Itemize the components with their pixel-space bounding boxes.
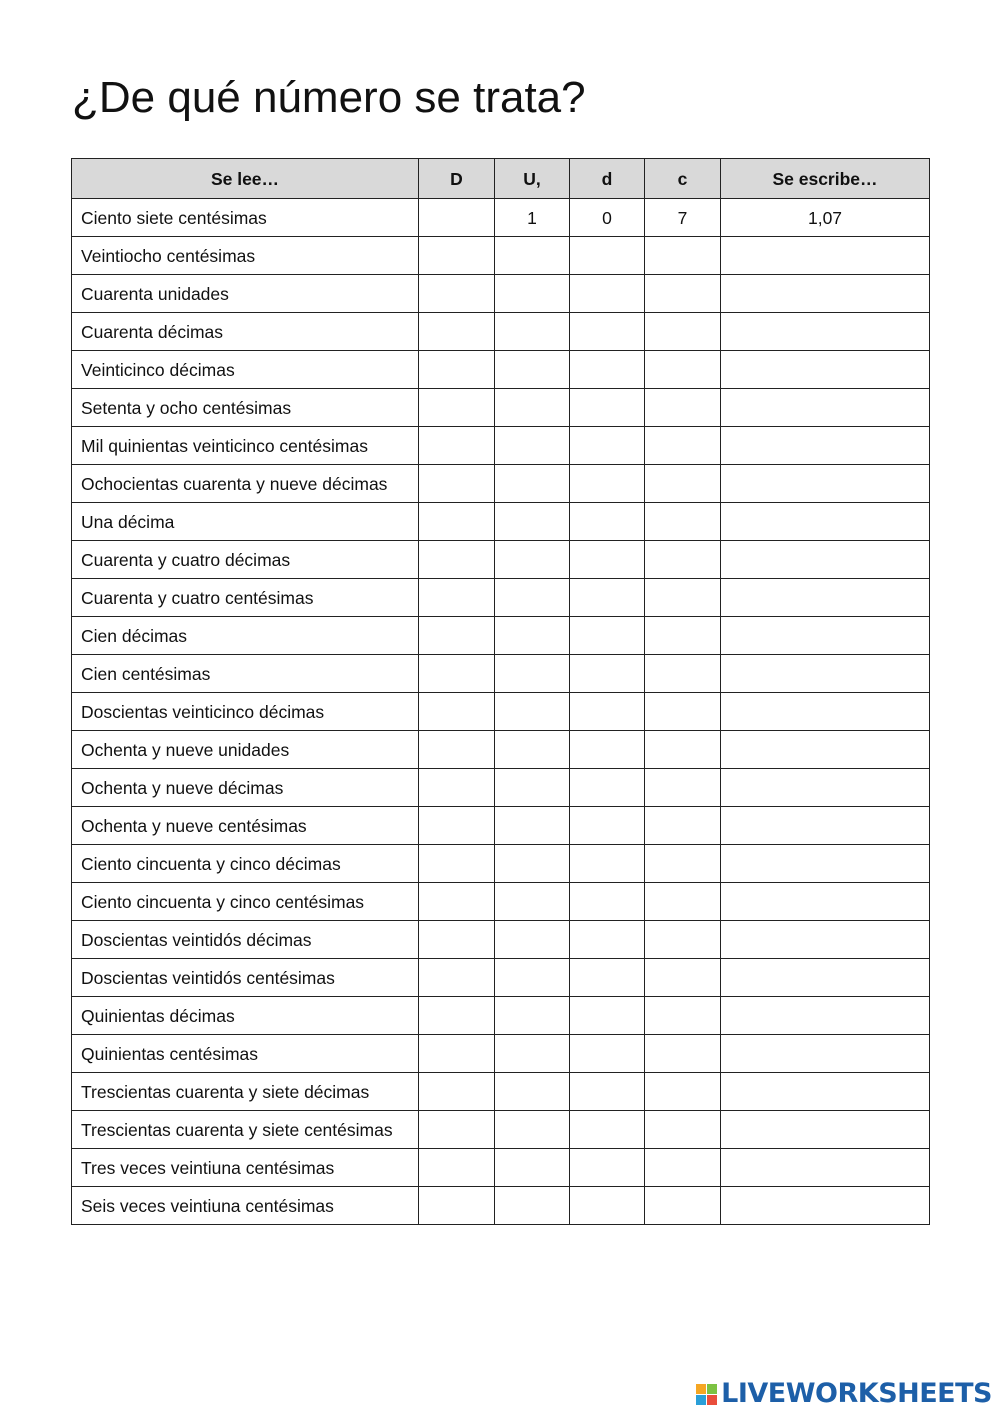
cell-se-escribe[interactable] bbox=[721, 807, 930, 845]
cell-unidades[interactable] bbox=[495, 1073, 570, 1111]
cell-decimas[interactable] bbox=[570, 845, 645, 883]
cell-decimas[interactable] bbox=[570, 807, 645, 845]
cell-se-lee: Cien décimas bbox=[72, 617, 419, 655]
cell-centesimas[interactable] bbox=[645, 845, 721, 883]
table-body bbox=[72, 199, 930, 1225]
cell-decenas[interactable] bbox=[419, 351, 495, 389]
cell-decenas[interactable] bbox=[419, 275, 495, 313]
cell-unidades[interactable] bbox=[495, 769, 570, 807]
cell-centesimas[interactable] bbox=[645, 351, 721, 389]
cell-se-lee: Cuarenta décimas bbox=[72, 313, 419, 351]
cell-unidades[interactable] bbox=[495, 655, 570, 693]
cell-se-lee: Veintiocho centésimas bbox=[72, 237, 419, 275]
cell-decimas[interactable] bbox=[570, 313, 645, 351]
cell-centesimas[interactable] bbox=[645, 1149, 721, 1187]
table-row bbox=[72, 1111, 930, 1149]
cell-decenas[interactable] bbox=[419, 389, 495, 427]
table-row bbox=[72, 693, 930, 731]
cell-decenas[interactable] bbox=[419, 997, 495, 1035]
cell-se-escribe[interactable] bbox=[721, 1073, 930, 1111]
cell-decimas[interactable] bbox=[570, 275, 645, 313]
cell-centesimas[interactable] bbox=[645, 427, 721, 465]
cell-centesimas[interactable] bbox=[645, 1035, 721, 1073]
table-row bbox=[72, 655, 930, 693]
cell-se-escribe[interactable] bbox=[721, 351, 930, 389]
cell-unidades[interactable] bbox=[495, 693, 570, 731]
logo-square-1 bbox=[696, 1384, 706, 1394]
cell-unidades[interactable] bbox=[495, 579, 570, 617]
cell-se-escribe[interactable] bbox=[721, 1187, 930, 1225]
table-row bbox=[72, 351, 930, 389]
table-row bbox=[72, 275, 930, 313]
cell-se-lee: Ochocientas cuarenta y nueve décimas bbox=[72, 465, 419, 503]
cell-se-lee: Doscientas veinticinco décimas bbox=[72, 693, 419, 731]
cell-se-lee: Trescientas cuarenta y siete centésimas bbox=[72, 1111, 419, 1149]
table-row bbox=[72, 427, 930, 465]
cell-unidades[interactable] bbox=[495, 883, 570, 921]
cell-se-lee: Mil quinientas veinticinco centésimas bbox=[72, 427, 419, 465]
cell-se-escribe[interactable] bbox=[721, 617, 930, 655]
table-row bbox=[72, 921, 930, 959]
cell-se-lee: Ciento siete centésimas bbox=[72, 199, 419, 237]
cell-decenas[interactable] bbox=[419, 313, 495, 351]
cell-se-lee: Cien centésimas bbox=[72, 655, 419, 693]
cell-unidades[interactable] bbox=[495, 503, 570, 541]
cell-unidades[interactable] bbox=[495, 845, 570, 883]
cell-se-escribe[interactable] bbox=[721, 883, 930, 921]
cell-se-lee: Quinientas décimas bbox=[72, 997, 419, 1035]
cell-decenas[interactable] bbox=[419, 617, 495, 655]
cell-unidades[interactable] bbox=[495, 1149, 570, 1187]
cell-se-escribe[interactable] bbox=[721, 237, 930, 275]
cell-se-escribe[interactable] bbox=[721, 921, 930, 959]
table-row bbox=[72, 997, 930, 1035]
cell-decimas[interactable] bbox=[570, 655, 645, 693]
cell-se-escribe[interactable]: 1,07 bbox=[721, 199, 930, 237]
cell-decimas[interactable] bbox=[570, 1111, 645, 1149]
cell-se-escribe[interactable] bbox=[721, 389, 930, 427]
cell-decenas[interactable] bbox=[419, 199, 495, 237]
cell-se-escribe[interactable] bbox=[721, 997, 930, 1035]
cell-decimas[interactable] bbox=[570, 997, 645, 1035]
cell-decimas[interactable] bbox=[570, 883, 645, 921]
cell-se-lee: Ochenta y nueve décimas bbox=[72, 769, 419, 807]
cell-decenas[interactable] bbox=[419, 693, 495, 731]
cell-unidades[interactable] bbox=[495, 1035, 570, 1073]
table-row bbox=[72, 731, 930, 769]
cell-decimas[interactable] bbox=[570, 579, 645, 617]
page-title: ¿De qué número se trata? bbox=[72, 73, 586, 122]
cell-se-escribe[interactable] bbox=[721, 769, 930, 807]
header-se-escribe: Se escribe… bbox=[721, 159, 930, 199]
cell-centesimas[interactable] bbox=[645, 1073, 721, 1111]
cell-centesimas[interactable] bbox=[645, 693, 721, 731]
cell-decimas[interactable] bbox=[570, 693, 645, 731]
cell-unidades[interactable] bbox=[495, 731, 570, 769]
table-row bbox=[72, 503, 930, 541]
cell-se-escribe[interactable] bbox=[721, 313, 930, 351]
cell-decimas[interactable] bbox=[570, 465, 645, 503]
cell-unidades[interactable] bbox=[495, 1187, 570, 1225]
cell-se-escribe[interactable] bbox=[721, 655, 930, 693]
cell-centesimas[interactable] bbox=[645, 617, 721, 655]
table-row bbox=[72, 1187, 930, 1225]
cell-centesimas[interactable] bbox=[645, 997, 721, 1035]
table-row bbox=[72, 1035, 930, 1073]
cell-decenas[interactable] bbox=[419, 921, 495, 959]
cell-centesimas[interactable] bbox=[645, 921, 721, 959]
cell-se-lee: Quinientas centésimas bbox=[72, 1035, 419, 1073]
cell-centesimas[interactable] bbox=[645, 769, 721, 807]
cell-decimas[interactable] bbox=[570, 617, 645, 655]
table-row bbox=[72, 807, 930, 845]
cell-centesimas[interactable] bbox=[645, 313, 721, 351]
cell-se-escribe[interactable] bbox=[721, 731, 930, 769]
cell-decenas[interactable] bbox=[419, 731, 495, 769]
cell-se-lee: Ochenta y nueve unidades bbox=[72, 731, 419, 769]
cell-decimas[interactable] bbox=[570, 731, 645, 769]
cell-decimas[interactable] bbox=[570, 921, 645, 959]
cell-unidades[interactable] bbox=[495, 997, 570, 1035]
header-decenas: D bbox=[419, 159, 495, 199]
cell-se-lee: Cuarenta y cuatro centésimas bbox=[72, 579, 419, 617]
cell-decenas[interactable] bbox=[419, 883, 495, 921]
cell-centesimas[interactable] bbox=[645, 807, 721, 845]
cell-se-escribe[interactable] bbox=[721, 959, 930, 997]
cell-centesimas[interactable] bbox=[645, 541, 721, 579]
cell-se-lee: Veinticinco décimas bbox=[72, 351, 419, 389]
cell-decenas[interactable] bbox=[419, 1035, 495, 1073]
cell-se-lee: Setenta y ocho centésimas bbox=[72, 389, 419, 427]
logo-square-2 bbox=[707, 1384, 717, 1394]
cell-decenas[interactable] bbox=[419, 465, 495, 503]
cell-decimas[interactable] bbox=[570, 237, 645, 275]
table-row bbox=[72, 1149, 930, 1187]
cell-se-lee: Cuarenta y cuatro décimas bbox=[72, 541, 419, 579]
liveworksheets-brand bbox=[696, 1378, 992, 1409]
cell-unidades[interactable]: 1 bbox=[495, 199, 570, 237]
cell-decenas[interactable] bbox=[419, 503, 495, 541]
cell-unidades[interactable] bbox=[495, 1111, 570, 1149]
cell-se-lee: Ciento cincuenta y cinco décimas bbox=[72, 845, 419, 883]
table-header-row bbox=[72, 159, 930, 199]
cell-se-escribe[interactable] bbox=[721, 693, 930, 731]
cell-centesimas[interactable] bbox=[645, 655, 721, 693]
header-se-lee: Se lee… bbox=[72, 159, 419, 199]
cell-decimas[interactable] bbox=[570, 1073, 645, 1111]
cell-decenas[interactable] bbox=[419, 1111, 495, 1149]
cell-centesimas[interactable] bbox=[645, 237, 721, 275]
cell-decenas[interactable] bbox=[419, 427, 495, 465]
cell-centesimas[interactable] bbox=[645, 883, 721, 921]
worksheet-table bbox=[71, 158, 930, 1225]
logo-square-4 bbox=[707, 1395, 717, 1405]
cell-se-lee: Doscientas veintidós centésimas bbox=[72, 959, 419, 997]
cell-se-lee: Ciento cincuenta y cinco centésimas bbox=[72, 883, 419, 921]
cell-decimas[interactable] bbox=[570, 769, 645, 807]
cell-se-escribe[interactable] bbox=[721, 503, 930, 541]
cell-se-lee: Trescientas cuarenta y siete décimas bbox=[72, 1073, 419, 1111]
cell-se-lee: Ochenta y nueve centésimas bbox=[72, 807, 419, 845]
cell-se-escribe[interactable] bbox=[721, 541, 930, 579]
table-row bbox=[72, 959, 930, 997]
cell-unidades[interactable] bbox=[495, 427, 570, 465]
cell-se-escribe[interactable] bbox=[721, 427, 930, 465]
cell-centesimas[interactable] bbox=[645, 465, 721, 503]
table-row bbox=[72, 617, 930, 655]
cell-se-escribe[interactable] bbox=[721, 1149, 930, 1187]
cell-unidades[interactable] bbox=[495, 617, 570, 655]
cell-decimas[interactable] bbox=[570, 1035, 645, 1073]
cell-unidades[interactable] bbox=[495, 389, 570, 427]
cell-centesimas[interactable] bbox=[645, 579, 721, 617]
cell-centesimas[interactable] bbox=[645, 1111, 721, 1149]
cell-centesimas[interactable] bbox=[645, 389, 721, 427]
cell-decimas[interactable] bbox=[570, 427, 645, 465]
table-row bbox=[72, 237, 930, 275]
cell-unidades[interactable] bbox=[495, 921, 570, 959]
table-row bbox=[72, 541, 930, 579]
header-centesimas: c bbox=[645, 159, 721, 199]
cell-decimas[interactable] bbox=[570, 389, 645, 427]
cell-decimas[interactable] bbox=[570, 1187, 645, 1225]
cell-se-lee: Una décima bbox=[72, 503, 419, 541]
cell-centesimas[interactable]: 7 bbox=[645, 199, 721, 237]
cell-decenas[interactable] bbox=[419, 807, 495, 845]
cell-centesimas[interactable] bbox=[645, 275, 721, 313]
table-row bbox=[72, 199, 930, 237]
table-row bbox=[72, 1073, 930, 1111]
table-row bbox=[72, 389, 930, 427]
cell-decimas[interactable] bbox=[570, 1149, 645, 1187]
cell-se-escribe[interactable] bbox=[721, 275, 930, 313]
cell-centesimas[interactable] bbox=[645, 503, 721, 541]
cell-decenas[interactable] bbox=[419, 237, 495, 275]
cell-unidades[interactable] bbox=[495, 465, 570, 503]
cell-decenas[interactable] bbox=[419, 1149, 495, 1187]
liveworksheets-logo-icon bbox=[696, 1384, 717, 1405]
cell-centesimas[interactable] bbox=[645, 1187, 721, 1225]
header-unidades: U, bbox=[495, 159, 570, 199]
cell-se-escribe[interactable] bbox=[721, 465, 930, 503]
table-row bbox=[72, 313, 930, 351]
cell-centesimas[interactable] bbox=[645, 959, 721, 997]
cell-unidades[interactable] bbox=[495, 313, 570, 351]
cell-decimas[interactable] bbox=[570, 351, 645, 389]
cell-unidades[interactable] bbox=[495, 275, 570, 313]
cell-se-escribe[interactable] bbox=[721, 845, 930, 883]
table-row bbox=[72, 883, 930, 921]
cell-se-lee: Tres veces veintiuna centésimas bbox=[72, 1149, 419, 1187]
cell-unidades[interactable] bbox=[495, 807, 570, 845]
table-row bbox=[72, 579, 930, 617]
table-row bbox=[72, 845, 930, 883]
table-row bbox=[72, 465, 930, 503]
cell-se-escribe[interactable] bbox=[721, 1111, 930, 1149]
cell-decenas[interactable] bbox=[419, 655, 495, 693]
brand-text: LIVEWORKSHEETS bbox=[721, 1378, 992, 1409]
cell-decenas[interactable] bbox=[419, 1187, 495, 1225]
cell-se-lee: Seis veces veintiuna centésimas bbox=[72, 1187, 419, 1225]
cell-centesimas[interactable] bbox=[645, 731, 721, 769]
cell-se-lee: Cuarenta unidades bbox=[72, 275, 419, 313]
cell-se-escribe[interactable] bbox=[721, 1035, 930, 1073]
cell-decenas[interactable] bbox=[419, 959, 495, 997]
cell-decenas[interactable] bbox=[419, 579, 495, 617]
cell-se-escribe[interactable] bbox=[721, 579, 930, 617]
logo-square-3 bbox=[696, 1395, 706, 1405]
cell-decimas[interactable] bbox=[570, 959, 645, 997]
table-row bbox=[72, 769, 930, 807]
cell-unidades[interactable] bbox=[495, 541, 570, 579]
cell-decimas[interactable] bbox=[570, 541, 645, 579]
cell-decenas[interactable] bbox=[419, 541, 495, 579]
cell-decenas[interactable] bbox=[419, 1073, 495, 1111]
cell-se-lee: Doscientas veintidós décimas bbox=[72, 921, 419, 959]
header-decimas: d bbox=[570, 159, 645, 199]
cell-decimas[interactable] bbox=[570, 503, 645, 541]
cell-unidades[interactable] bbox=[495, 351, 570, 389]
cell-unidades[interactable] bbox=[495, 237, 570, 275]
cell-decimas[interactable]: 0 bbox=[570, 199, 645, 237]
cell-decenas[interactable] bbox=[419, 769, 495, 807]
cell-unidades[interactable] bbox=[495, 959, 570, 997]
cell-decenas[interactable] bbox=[419, 845, 495, 883]
